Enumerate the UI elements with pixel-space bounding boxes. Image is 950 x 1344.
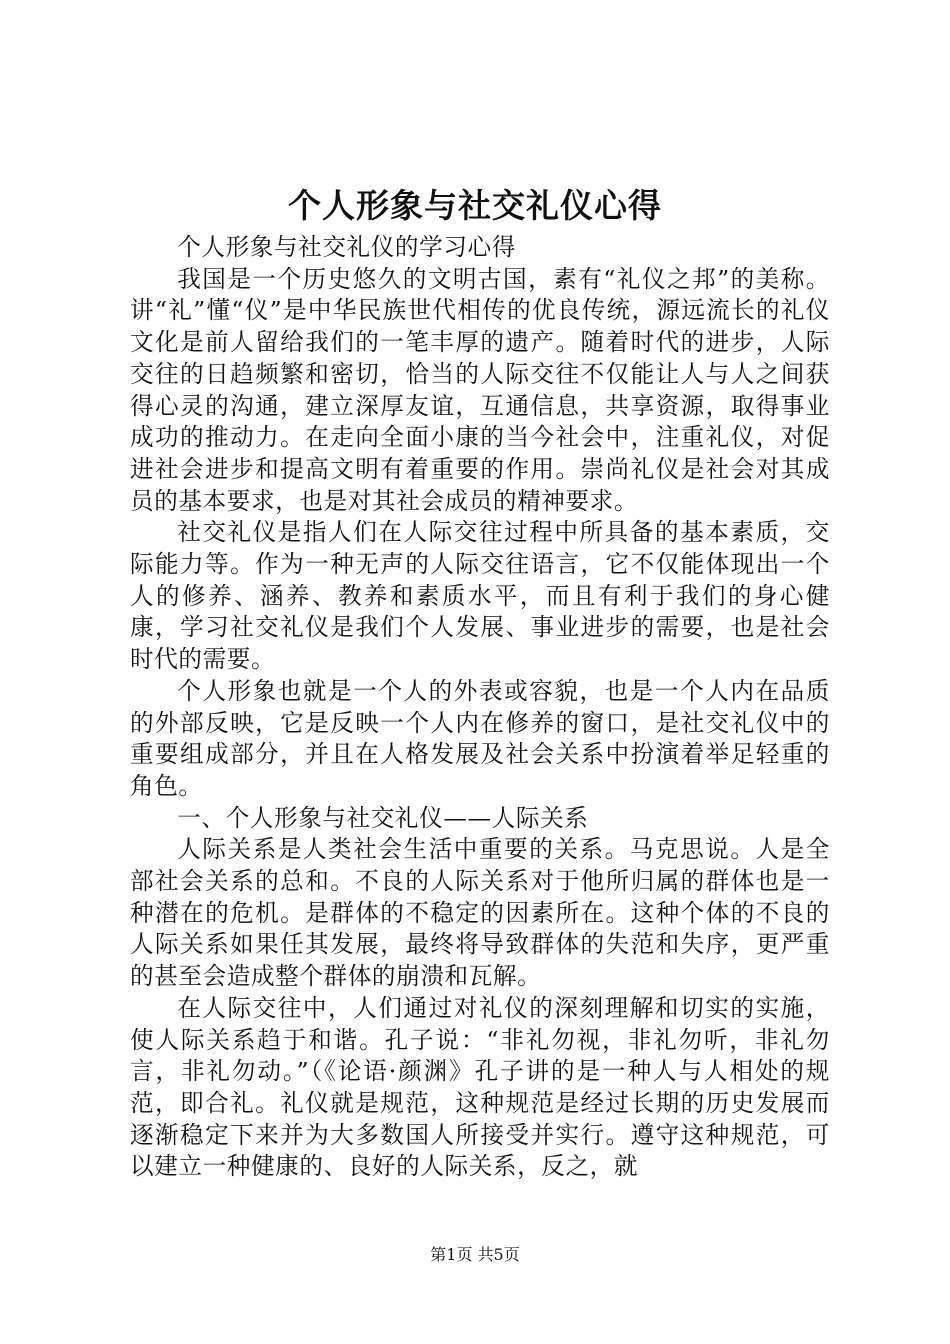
paragraph: 人际关系是人类社会生活中重要的关系。马克思说。人是全部社会关系的总和。不良的人际关系对于他所归属的群体也是一种潜在的危机。是群体的不稳定的因素所在。这种个体的不良的人际关系如果任其发展，最终将导致群体的失范和失序，更严重的甚至会造成整个群体的崩溃和瓦解。 xyxy=(130,835,830,991)
document-title: 个人形象与社交礼仪心得 xyxy=(288,186,662,225)
paragraph: 个人形象也就是一个人的外表或容貌，也是一个人内在品质的外部反映，它是反映一个人内在修养的窗口，是社交礼仪中的重要组成部分，并且在人格发展及社会关系中扮演着举足轻重的角色。 xyxy=(130,676,830,800)
page-number-footer: 第1页 共5页 xyxy=(430,1245,520,1264)
paragraph: 我国是一个历史悠久的文明古国，素有“礼仪之邦”的美称。讲“礼”懂“仪”是中华民族世代相传的优良传统，源远流长的礼仪文化是前人留给我们的一笔丰厚的遗产。随着时代的进步，人际交往的日趋频繁和密切，恰当的人际交往不仅能让人与人之间获得心灵的沟通，建立深厚友谊，互通信息，共享资源，取得事业成功的推动力。在走向全面小康的当今社会中，注重礼仪，对促进社会进步和提高文明有着重要的作用。崇尚礼仪是社会对其成员的基本要求，也是对其社会成员的精神要求。 xyxy=(130,264,830,515)
paragraph: 社交礼仪是指人们在人际交往过程中所具备的基本素质，交际能力等。作为一种无声的人际交往语言，它不仅能体现出一个人的修养、涵养、教养和素质水平，而且有利于我们的身心健康，学习社交礼仪是我们个人发展、事业进步的需要，也是社会时代的需要。 xyxy=(130,518,830,674)
paragraph: 在人际交往中，人们通过对礼仪的深刻理解和切实的实施，使人际关系趋于和谐。孔子说：“非礼勿视，非礼勿听，非礼勿言，非礼勿动。”（《论语·颜渊》孔子讲的是一种人与人相处的规范，即合礼。礼仪就是规范，这种规范是经过长期的历史发展而逐渐稳定下来并为大多数国人所接受并实行。遵守这种规范，可以建立一种健康的、良好的人际关系，反之，就 xyxy=(130,993,830,1181)
section-heading: 一、个人形象与社交礼仪——人际关系 xyxy=(177,803,589,832)
paragraph-subtitle: 个人形象与社交礼仪的学习心得 xyxy=(177,233,516,261)
document-body xyxy=(130,232,830,1183)
